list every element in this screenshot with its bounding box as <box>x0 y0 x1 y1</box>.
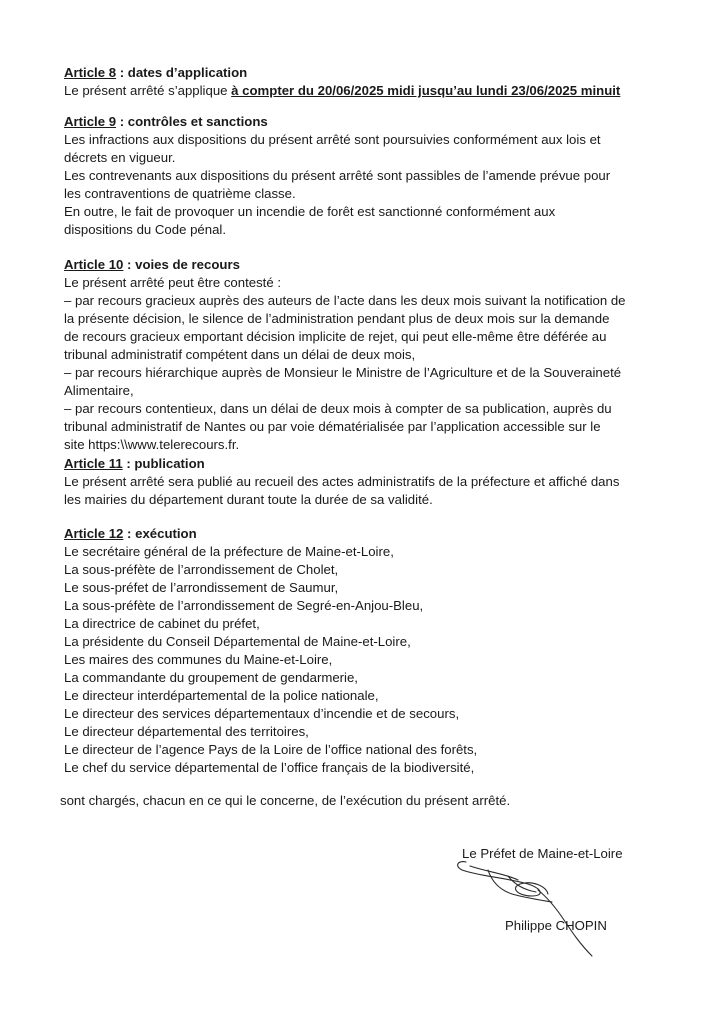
closing-statement <box>60 792 650 810</box>
article-10 <box>64 256 654 454</box>
text-line: En outre, le fait de provoquer un incendie de forêt est sanctionné conformément aux <box>64 204 556 219</box>
recipient-item: La sous-préfète de l’arrondissement de Segré-en-Anjou-Bleu, <box>64 598 424 613</box>
recipient-item: Le chef du service départemental de l’office français de la biodiversité, <box>64 760 475 775</box>
article-9 <box>64 113 654 239</box>
text-line: de recours gracieux emportant décision implicite de rejet, qui peut elle-même être déférée au <box>64 329 607 344</box>
article-8-number: Article 8 <box>64 65 117 80</box>
recipient-item: La sous-préfète de l’arrondissement de Cholet, <box>64 562 339 577</box>
text-line: Les contrevenants aux dispositions du présent arrêté sont passibles de l’amende prévue pour <box>64 168 611 183</box>
article-11-text <box>64 473 654 509</box>
closing-text: sont chargés, chacun en ce qui le concerne, de l’exécution du présent arrêté. <box>60 793 511 808</box>
text-line: – par recours hiérarchique auprès de Monsieur le Ministre de l’Agriculture et de la Souveraineté <box>64 365 622 380</box>
text-line: décrets en vigueur. <box>64 150 176 165</box>
article-8-title: : dates d’application <box>116 65 248 80</box>
text-line: tribunal administratif compétent dans un délai de deux mois, <box>64 347 416 362</box>
article-8 <box>64 64 654 100</box>
text-line: dispositions du Code pénal. <box>64 222 227 237</box>
article-12-heading <box>64 525 654 543</box>
text-line: Le présent arrêté peut être contesté : <box>64 275 281 290</box>
recipient-item: Le secrétaire général de la préfecture de Maine-et-Loire, <box>64 544 394 559</box>
text-line: Le présent arrêté sera publié au recueil des actes administratifs de la préfecture et affiché dans <box>64 474 620 489</box>
recipient-item: La commandante du groupement de gendarmerie, <box>64 670 358 685</box>
article-11 <box>64 455 654 509</box>
recipient-item: Le sous-préfet de l’arrondissement de Saumur, <box>64 580 339 595</box>
article-11-heading <box>64 455 654 473</box>
text-line: les contraventions de quatrième classe. <box>64 186 296 201</box>
text-line: – par recours gracieux auprès des auteurs de l’acte dans les deux mois suivant la notification de <box>64 293 626 308</box>
article-9-title: : contrôles et sanctions <box>116 114 268 129</box>
article-10-text <box>64 274 654 454</box>
article-9-heading <box>64 113 654 131</box>
recipient-item: Le directeur de l’agence Pays de la Loire de l’office national des forêts, <box>64 742 478 757</box>
article-12-recipients <box>64 543 654 777</box>
article-12-title: : exécution <box>123 526 197 541</box>
text-line: tribunal administratif de Nantes ou par voie dématérialisée par l’application accessible sur le <box>64 419 601 434</box>
article-9-text <box>64 131 654 239</box>
recipient-item: La directrice de cabinet du préfet, <box>64 616 260 631</box>
article-8-text-prefix: Le présent arrêté s’applique <box>64 83 232 98</box>
article-11-number: Article 11 <box>64 456 123 471</box>
article-9-number: Article 9 <box>64 114 117 129</box>
article-8-heading <box>64 64 654 82</box>
signatory-title: Le Préfet de Maine-et-Loire <box>462 846 623 861</box>
signatory-name: Philippe CHOPIN <box>505 918 607 933</box>
article-10-number: Article 10 <box>64 257 124 272</box>
article-11-title: : publication <box>122 456 205 471</box>
text-line: Les infractions aux dispositions du présent arrêté sont poursuivies conformément aux lois et <box>64 132 601 147</box>
article-10-heading <box>64 256 654 274</box>
recipient-item: Les maires des communes du Maine-et-Loire, <box>64 652 333 667</box>
recipient-item: La présidente du Conseil Départemental de Maine-et-Loire, <box>64 634 411 649</box>
text-line: Alimentaire, <box>64 383 134 398</box>
text-line: site https:\\www.telerecours.fr. <box>64 437 240 452</box>
text-line: les mairies du département durant toute la durée de sa validité. <box>64 492 433 507</box>
article-10-title: : voies de recours <box>123 257 240 272</box>
handwritten-signature <box>448 850 608 960</box>
article-12-number: Article 12 <box>64 526 124 541</box>
text-line: – par recours contentieux, dans un délai de deux mois à compter de sa publication, auprès du <box>64 401 612 416</box>
recipient-item: Le directeur départemental des territoires, <box>64 724 309 739</box>
article-8-dates: à compter du 20/06/2025 midi jusqu’au lundi 23/06/2025 minuit <box>231 83 621 98</box>
article-12 <box>64 525 654 777</box>
recipient-item: Le directeur interdépartemental de la police nationale, <box>64 688 379 703</box>
recipient-item: Le directeur des services départementaux d’incendie et de secours, <box>64 706 460 721</box>
article-8-text <box>64 82 654 100</box>
text-line: la présente décision, le silence de l’administration pendant plus de deux mois sur la demande <box>64 311 610 326</box>
